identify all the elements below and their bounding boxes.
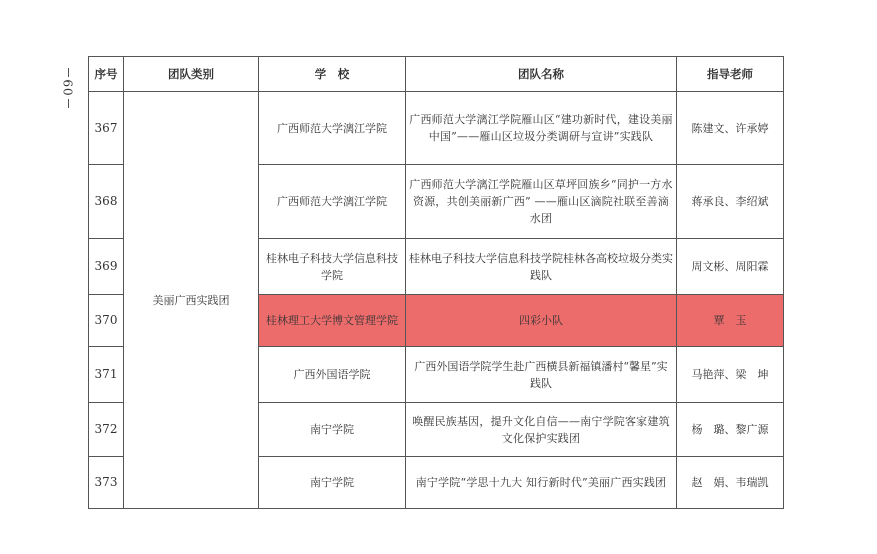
page-number-text: 60 [61,79,75,97]
row-school: 桂林电子科技大学信息科技学院 [259,239,406,295]
row-school: 南宁学院 [259,457,406,509]
row-teacher: 马艳萍、梁 坤 [677,347,784,403]
category-cell: 美丽广西实践团 [124,92,259,509]
row-teacher: 蒋承良、李绍斌 [677,165,784,239]
row-team: 广西外国语学院学生赴广西横县新福镇潘村“馨星”实践队 [406,347,677,403]
header-team: 团队名称 [406,57,677,92]
header-teacher: 指导老师 [677,57,784,92]
row-seq: 369 [89,239,124,295]
row-school: 桂林理工大学博文管理学院 [259,295,406,347]
row-team: 四彩小队 [406,295,677,347]
row-team: 桂林电子科技大学信息科技学院桂林各高校垃圾分类实践队 [406,239,677,295]
team-list-table [88,56,784,509]
row-school: 广西外国语学院 [259,347,406,403]
row-team: 唤醒民族基因，提升文化自信——南宁学院客家建筑文化保护实践团 [406,403,677,457]
page-number-dash-bottom [68,99,69,108]
row-seq: 371 [89,347,124,403]
row-seq: 368 [89,165,124,239]
row-seq: 367 [89,92,124,165]
row-team: 广西师范大学漓江学院雁山区“建功新时代，建设美丽中国”——雁山区垃圾分类调研与宣讲”实践队 [406,92,677,165]
page-number-dash-top [68,68,69,77]
row-teacher: 陈建文、许承婷 [677,92,784,165]
header-seq: 序号 [89,57,124,92]
row-team: 南宁学院“学思十九大 知行新时代”美丽广西实践团 [406,457,677,509]
table-row [89,92,784,165]
row-school: 南宁学院 [259,403,406,457]
header-category: 团队类别 [124,57,259,92]
header-school: 学 校 [259,57,406,92]
row-school: 广西师范大学漓江学院 [259,165,406,239]
page-number [58,60,78,116]
row-seq: 372 [89,403,124,457]
row-teacher: 赵 娟、韦瑞凯 [677,457,784,509]
row-school: 广西师范大学漓江学院 [259,92,406,165]
row-seq: 370 [89,295,124,347]
row-team: 广西师范大学漓江学院雁山区草坪回族乡“同护一方水资源，共创美丽新广西” ——雁山区滴院社联至善滴水团 [406,165,677,239]
row-teacher: 周文彬、周阳霖 [677,239,784,295]
table-header-row [89,57,784,92]
row-teacher: 杨 璐、黎广源 [677,403,784,457]
row-seq: 373 [89,457,124,509]
row-teacher: 覃 玉 [677,295,784,347]
